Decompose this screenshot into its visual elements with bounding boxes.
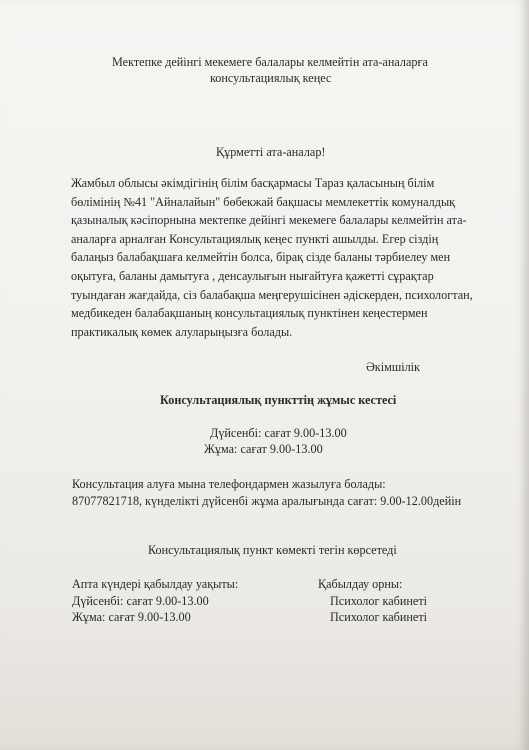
reception-time-friday: Жұма: сағат 9.00-13.00 (72, 610, 191, 624)
phone-line-2: 87077821718, күнделікті дүйсенбі жұма аралығында сағат: 9.00-12.00дейін (72, 494, 462, 508)
paragraph-line: Жамбыл облысы әкімдігінің білім басқармасы Тараз қаласының білім (71, 176, 435, 190)
signature: Әкімшілік (366, 360, 420, 374)
reception-place-heading: Қабылдау орны: (318, 577, 403, 591)
paragraph-line: балаңыз балабақшаға келмейтін болса, бірақ сізде баланы тәрбиелеу мен (71, 250, 451, 265)
paragraph-line: аналарға арналған Консультациялық кеңес пункті ашылды. Егер сіздің (71, 231, 439, 246)
reception-time-monday: Дүйсенбі: сағат 9.00-13.00 (72, 594, 209, 608)
schedule-friday: Жұма: сағат 9.00-13.00 (204, 442, 323, 456)
title-line-1: Мектепке дейінгі мекемеге балалары келмейтін ата-аналарға (112, 55, 428, 69)
main-paragraph (71, 174, 491, 341)
reception-place-2: Психолог кабинеті (330, 610, 428, 624)
reception-place-1: Психолог кабинеті (330, 594, 428, 608)
paragraph-line: туындаған жағдайда, сіз балабақша меңгерушісінен әдіскерден, психологтан, (71, 287, 473, 302)
free-service-note: Консультациялық пункт көмекті тегін көрсетеді (148, 543, 397, 557)
paragraph-line: қазыналық кәсіпорнына мектепке дейінгі мекемеге балалары келмейтін ата- (71, 213, 467, 228)
phone-line-1: Консультация алуға мына телефондармен жазылуға болады: (72, 477, 386, 491)
paragraph-line: медбикеден балабақшаның консультациялық пунктінен кеңестермен (71, 306, 428, 321)
greeting: Құрметті ата-аналар! (216, 145, 326, 159)
page-edge-shadow (519, 0, 529, 750)
paragraph-line: бөлімінің №41 "Айналайын" бөбекжай бақшасы мемлекеттік комуналдық (71, 194, 456, 209)
paragraph-line: практикалық көмек алуларыңызға болады. (71, 324, 293, 339)
paragraph-line: оқытуға, баланы дамытуға , денсаулығын нығайтуға қажетті сұрақтар (71, 268, 434, 283)
reception-times-heading: Апта күндері қабылдау уақыты: (72, 577, 239, 591)
title-line-2: консультациялық кеңес (210, 71, 332, 85)
schedule-title: Консультациялық пункттің жұмыс кестесі (160, 393, 397, 407)
schedule-monday: Дүйсенбі: сағат 9.00-13.00 (210, 426, 347, 440)
